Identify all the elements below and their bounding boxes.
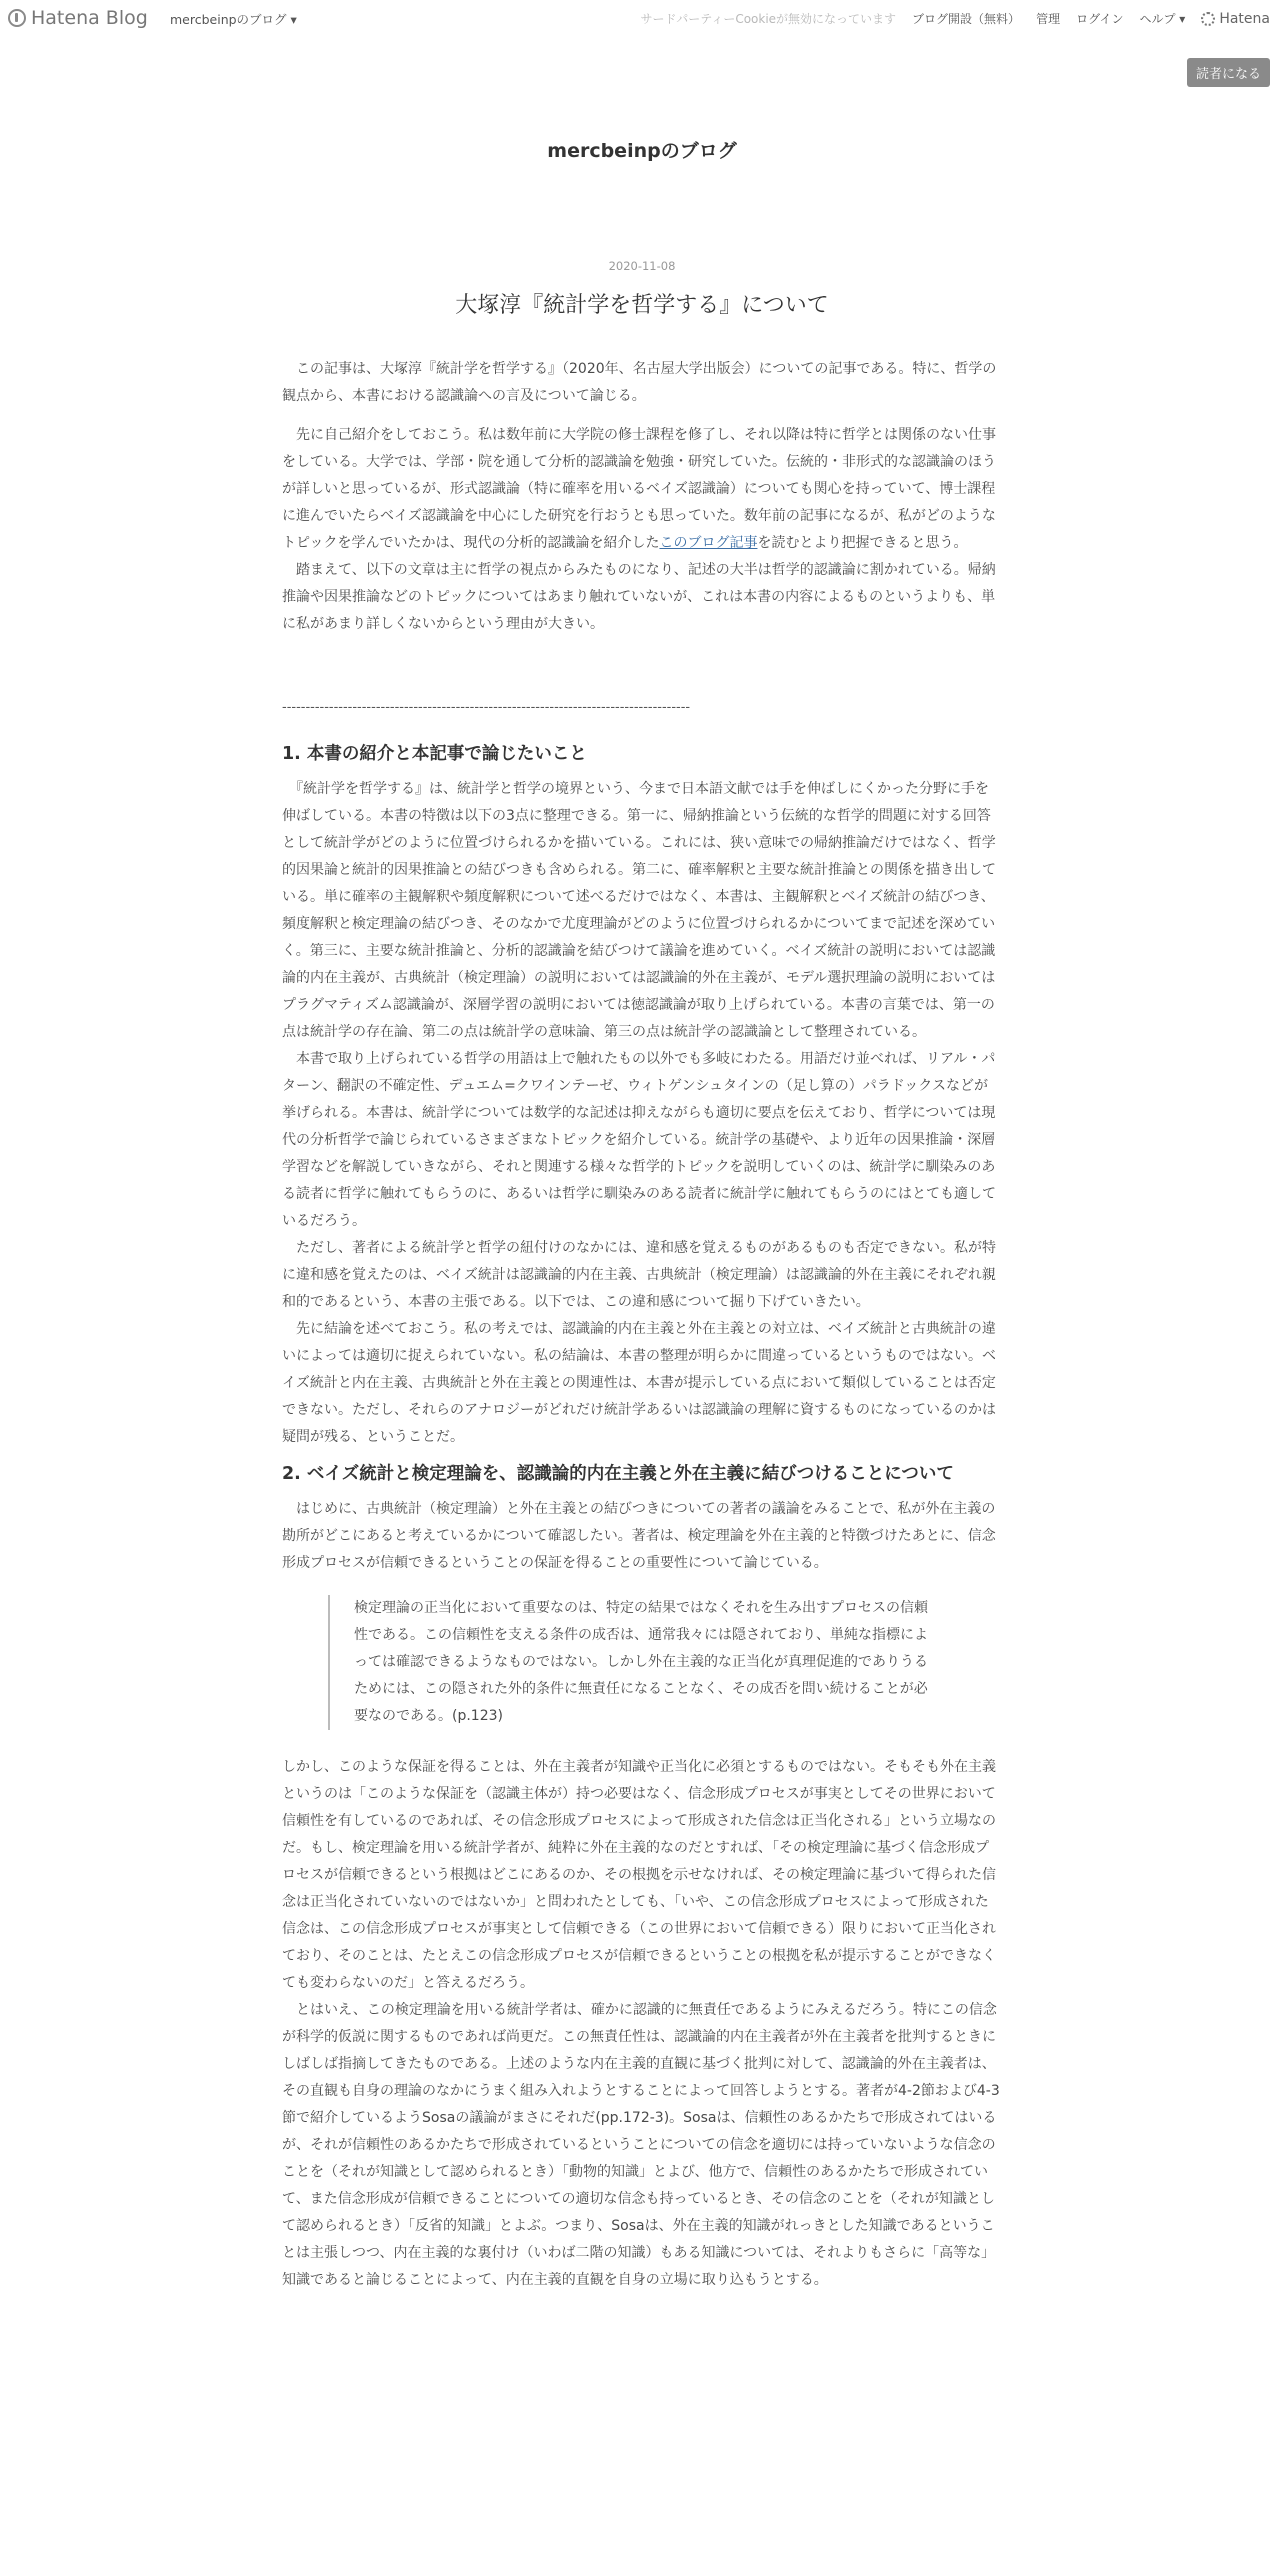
hatena-blog-logo-icon (8, 9, 26, 27)
hatena-logo-icon (1201, 12, 1215, 26)
section1-paragraph: 先に結論を述べておこう。私の考えでは、認識論的内在主義と外在主義との対立は、ベイズ統計と古典統計の違いによっては適切に捉えられていない。私の結論は、本書の整理が明らかに間違っているというものではない。ベイズ統計と内在主義、古典統計と外在主義との関連性は、本書が提示している点において類似していることは否定できない。ただし、それらのアナロジーがどれだけ統計学あるいは認識論の理解に資するものになっているのかは疑問が残る、ということだ。 (282, 1321, 996, 1445)
blog-article-link[interactable]: このブログ記事 (659, 535, 758, 551)
blog-menu-dropdown[interactable]: mercbeinpのブログ ▾ (170, 12, 297, 27)
section1-paragraph: 本書で取り上げられている哲学の用語は上で触れたもの以外でも多岐にわたる。用語だけ並べれば、リアル・パターン、翻訳の不確定性、デュエム=クワインテーゼ、ウィトゲンシュタインの（足し算の）パラドックスなどが挙げられる。本書は、統計学については数学的な記述は抑えながらも適切に要点を伝えており、哲学については現代の分析哲学で論じられているさまざまなトピックを紹介している。統計学の基礎や、より近年の因果推論・深層学習などを解説していきながら、それと関連する様々な哲学的トピックを説明していくのは、統計学に馴染みのある読者に哲学に触れてもらうのに、あるいは哲学に馴染みのある読者に統計学に触れてもらうのにはとても適しているだろう。 (282, 1051, 996, 1229)
cookie-notice[interactable]: サードパーティーCookieが無効になっています (640, 12, 897, 26)
section1-paragraph: 『統計学を哲学する』は、統計学と哲学の境界という、今まで日本語文献では手を伸ばしにくかった分野に手を伸ばしている。本書の特徴は以下の3点に整理できる。第一に、帰納推論という伝統的な哲学的問題に対する回答として統計学がどのように位置づけられるかを描いている。これには、狭い意味での帰納推論だけではなく、哲学的因果論と統計的因果推論との結びつきも含められる。第二に、確率解釈と主要な統計推論との関係を描き出している。単に確率の主観解釈や頻度解釈について述べるだけではなく、本書は、主観解釈とベイズ統計の結びつき、頻度解釈と検定理論の結びつき、そのなかで尤度理論がどのように位置づけられるかについてまで記述を深めていく。第三に、主要な統計推論と、分析的認識論を結びつけて議論を進めていく。ベイズ統計の説明においては認識論的内在主義が、古典統計（検定理論）の説明においては認識論的外在主義が、モデル選択理論の説明においてはプラグマティズム認識論が、深層学習の説明においては徳認識論が取り上げられている。本書の言葉では、第一の点は統計学の存在論、第二の点は統計学の意味論、第三の点は統計学の認識論として整理されている。 (282, 781, 996, 1040)
section2-paragraph: はじめに、古典統計（検定理論）と外在主義との結びつきについての著者の議論をみることで、私が外在主義の勘所がどこにあると考えているかについて確認したい。著者は、検定理論を外在主義的と特徴づけたあとに、信念形成プロセスが信頼できるということの保証を得ることの重要性について論じている。 (282, 1501, 996, 1571)
blockquote: 検定理論の正当化において重要なのは、特定の結果ではなくそれを生み出すプロセスの信頼性である。この信頼性を支える条件の成否は、通常我々には隠されており、単純な指標によっては確認できるようなものではない。しかし外在主義的な正当化が真理促進的でありうるためには、この隠された外的条件に無責任になることなく、その成否を問い続けることが必要なのである。(p.123) (328, 1595, 928, 1730)
separator-line: --------------------------------------------------------------------------------------- (282, 700, 691, 715)
nav-admin-link[interactable]: 管理 (1036, 12, 1061, 26)
self-intro-paragraph (282, 422, 1002, 557)
hatena-blog-logo[interactable] (8, 7, 148, 29)
hatena-brand-link[interactable] (1201, 11, 1270, 27)
entry-date[interactable]: 2020-11-08 (608, 259, 676, 273)
blog-title[interactable]: mercbeinpのブログ (547, 140, 737, 162)
section1-paragraph: ただし、著者による統計学と哲学の紐付けのなかには、違和感を覚えるものがあるものも否定できない。私が特に違和感を覚えたのは、ベイズ統計は認識論的内在主義、古典統計（検定理論）は認識論的外在主義にそれぞれ親和的であるという、本書の主張である。以下では、この違和感について掘り下げていきたい。 (282, 1240, 996, 1310)
section1-heading: 1. 本書の紹介と本記事で論じたいこと (282, 744, 587, 764)
entry-intro: この記事は、大塚淳『統計学を哲学する』（2020年、名古屋大学出版会）についての記事である。特に、哲学の観点から、本書における認識論への言及について論じる。 (282, 361, 997, 404)
entry-body (282, 356, 1002, 2294)
self-intro-text: 先に自己紹介をしておこう。私は数年前に大学院の修士課程を修了し、それ以降は特に哲学とは関係のない仕事をしている。大学では、学部・院を通して分析的認識論を勉強・研究していた。伝統的・非形式的な認識論のほうが詳しいと思っているが、形式認識論（特に確率を用いるベイズ認識論）についても関心を持っていて、博士課程に進んでいたらベイズ認識論を中心にした研究を行おうとも思っていた。数年前の記事になるが、私がどのようなトピックを学んでいたかは、現代の分析的認識論を紹介した (282, 427, 996, 551)
entry-title[interactable]: 大塚淳『統計学を哲学する』について (455, 293, 829, 318)
nav-help-dropdown[interactable]: ヘルプ ▾ (1139, 12, 1186, 26)
global-header (0, 0, 1284, 36)
section2-paragraph: とはいえ、この検定理論を用いる統計学者は、確かに認識的に無責任であるようにみえるだろう。特にこの信念が科学的仮説に関するものであれば尚更だ。この無責任性は、認識論的内在主義者が外在主義者を批判するときにしばしば指摘してきたものである。上述のような内在主義的直観に基づく批判に対して、認識論的外在主義者は、その直観も自身の理論のなかにうまく組み入れようとすることによって回答しようとする。著者が4-2節および4-3節で紹介しているようSosaの議論がまさにそれだ(pp.172-3)。Sosaは、信頼性のあるかたちで形成されてはいるが、それが信頼性のあるかたちで形成されているということについての信念を適切には持っていないような信念のことを（それが知識として認められるとき）「動物的知識」とよび、他方で、信頼性のあるかたちで形成されていて、また信念形成が信頼できることについての適切な信念も持っているとき、その信念のことを（それが知識として認められるとき）「反省的知識」とよぶ。つまり、Sosaは、外在主義的知識がれっきとした知識であるということは主張しつつ、内在主義的な裏付け（いわば二階の知識）もある知識については、それよりもさらに「高等な」知識であると論じることによって、内在主義的直観を自身の立場に取り込もうとする。 (282, 2002, 1000, 2288)
hatena-brand-text: Hatena (1219, 10, 1270, 27)
section2-paragraph: しかし、このような保証を得ることは、外在主義者が知識や正当化に必須とするものではない。そもそも外在主義というのは「このような保証を（認識主体が）持つ必要はなく、信念形成プロセスが事実としてその世界において信頼性を有しているのであれば、その信念形成プロセスによって形成された信念は正当化される」という立場なのだ。もし、検定理論を用いる統計学者が、純粋に外在主義的なのだとすれば、「その検定理論に基づく信念形成プロセスが信頼できるという根拠はどこにあるのか、その根拠を示せなければ、その検定理論に基づいて得られた信念は正当化されていないのではないか」と問われたとしても、「いや、この信念形成プロセスによって形成された信念は、この信念形成プロセスが事実として信頼できる（この世界において信頼できる）限りにおいて正当化されており、そのことは、たとえこの信念形成プロセスが信頼できるということの根拠を私が提示することができなくても変わらないのだ」と答えるだろう。 (282, 1759, 996, 1991)
subscribe-button[interactable]: 読者になる (1187, 58, 1270, 87)
self-intro-tail: を読むとより把握できると思う。 (757, 535, 968, 551)
nav-start-blog-link[interactable]: ブログ開設（無料） (912, 12, 1021, 26)
logo-text: Hatena Blog (31, 7, 148, 29)
preface-paragraph: 踏まえて、以下の文章は主に哲学の視点からみたものになり、記述の大半は哲学的認識論に割かれている。帰納推論や因果推論などのトピックについてはあまり触れていないが、これは本書の内容によるものというよりも、単に私があまり詳しくないからという理由が大きい。 (282, 562, 996, 632)
header-nav (641, 10, 1270, 27)
nav-login-link[interactable]: ログイン (1076, 12, 1124, 26)
section2-heading: 2. ベイズ統計と検定理論を、認識論的内在主義と外在主義に結びつけることについて (282, 1464, 954, 1484)
